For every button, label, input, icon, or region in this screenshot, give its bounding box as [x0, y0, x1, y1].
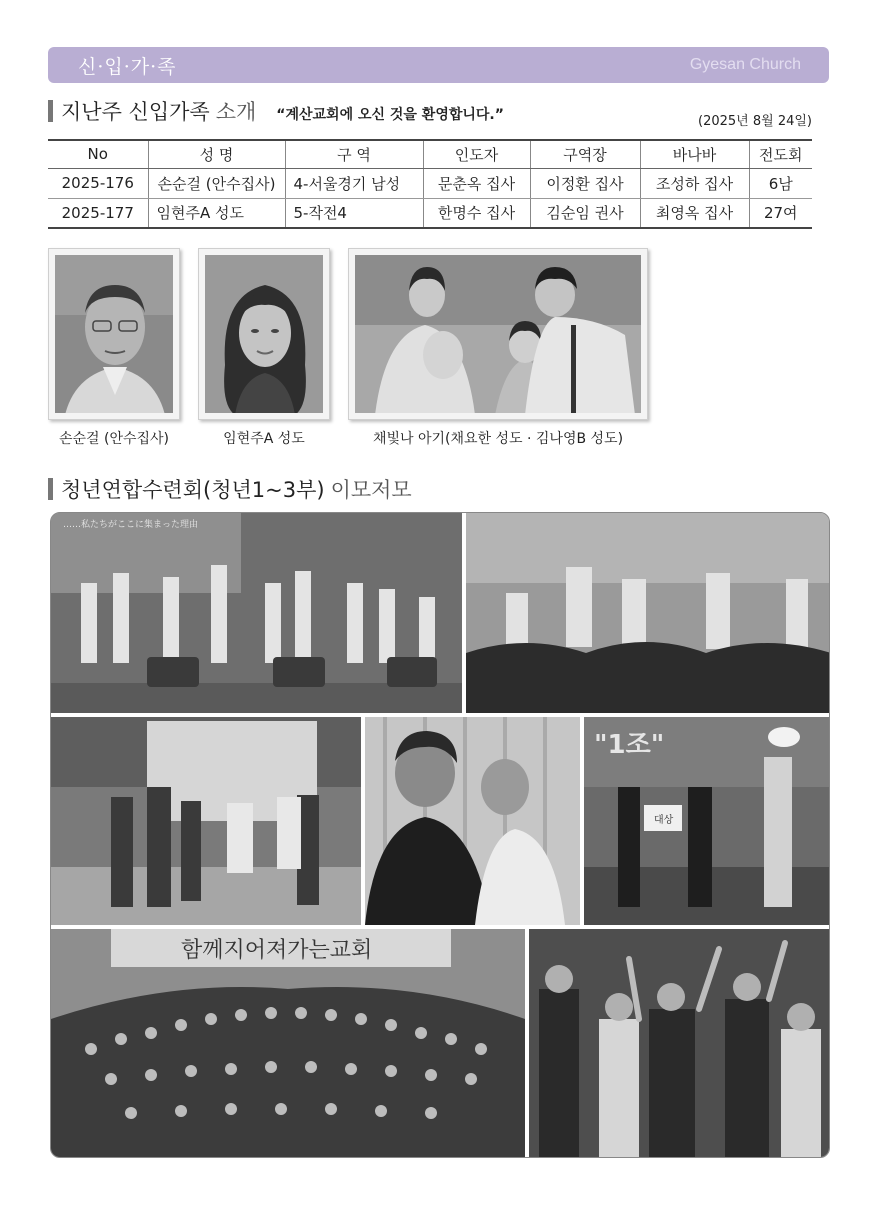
column-header: 인도자: [423, 140, 530, 168]
cell-barnabas: 조성하 집사: [640, 168, 749, 198]
cell-no: 2025-176: [48, 168, 148, 198]
section-title-suffix: 소개: [215, 100, 257, 124]
family-photo: [348, 248, 648, 420]
caption-woman: 임현주A 성도: [223, 431, 305, 447]
group-banner-text: 함께지어져가는교회: [181, 938, 373, 963]
gallery-photo-stage: [51, 513, 462, 713]
family-image: [355, 255, 641, 413]
worship-closeup-image: [365, 717, 580, 925]
section-marker: [48, 478, 53, 500]
section-title: 청년연합수련회(청년1~3부): [61, 478, 325, 502]
cell-district-leader: 이정환 집사: [530, 168, 640, 198]
church-name: Gyesan Church: [689, 56, 801, 73]
header-title: 신·입·가·족: [78, 56, 177, 78]
column-header: 구 역: [285, 140, 423, 168]
gallery-photo-crowd: [529, 929, 830, 1158]
cell-district: 5-작전4: [285, 198, 423, 228]
portrait-man-image: [55, 255, 173, 413]
cell-barnabas: 최영옥 집사: [640, 198, 749, 228]
cell-district-leader: 김순임 권사: [530, 198, 640, 228]
portrait-photo-man: [48, 248, 180, 420]
column-header: 구역장: [530, 140, 640, 168]
band-worship-image: [466, 513, 830, 713]
header-bar: [48, 47, 829, 83]
column-header: 전도회: [749, 140, 812, 168]
cell-name: 손순걸 (안수집사): [148, 168, 285, 198]
cell-guide: 문춘옥 집사: [423, 168, 530, 198]
table-header-row: [48, 140, 812, 168]
crowd-worship-image: [529, 929, 830, 1158]
award-board-text: "1조": [594, 730, 665, 760]
group-photo-image: [51, 929, 525, 1158]
cell-guide: 한명수 집사: [423, 198, 530, 228]
cell-mission-group: 6남: [749, 168, 812, 198]
date-label: (2025년 8월 24일): [698, 114, 812, 129]
gallery-photo-band: [466, 513, 830, 713]
cell-name: 임현주A 성도: [148, 198, 285, 228]
caption-family: 채빛나 아기(채요한 성도 · 김나영B 성도): [372, 431, 624, 447]
gallery-photo-award: [584, 717, 830, 925]
column-header: 바나바: [640, 140, 749, 168]
welcome-quote: “계산교회에 오신 것을 환영합니다.”: [276, 107, 504, 123]
newcomers-table: [48, 139, 812, 229]
cell-district: 4-서울경기 남성: [285, 168, 423, 198]
table-row: [48, 198, 812, 228]
column-header: No: [48, 140, 148, 168]
section-title-suffix: 이모저모: [330, 478, 412, 502]
cell-mission-group: 27여: [749, 198, 812, 228]
stage-worship-image: [51, 513, 462, 713]
table-row: [48, 168, 812, 198]
section-marker: [48, 100, 53, 122]
cell-no: 2025-177: [48, 198, 148, 228]
outdoor-gathering-image: [51, 717, 361, 925]
award-ceremony-image: [584, 717, 830, 925]
section-newcomers-title: [48, 96, 504, 126]
retreat-photo-gallery: [50, 512, 830, 1158]
section-title: 지난주 신입가족: [61, 100, 210, 124]
award-sign-text: 대상: [654, 815, 674, 826]
stage-screen-text: ……私たちがここに集まった理由: [63, 520, 199, 530]
gallery-photo-closeup: [365, 717, 580, 925]
column-header: 성 명: [148, 140, 285, 168]
portrait-woman-image: [205, 255, 323, 413]
section-retreat-title: [48, 474, 412, 504]
gallery-photo-group: [51, 929, 525, 1158]
gallery-photo-outdoor: [51, 717, 361, 925]
portrait-photo-woman: [198, 248, 330, 420]
caption-man: 손순걸 (안수집사): [58, 431, 170, 447]
